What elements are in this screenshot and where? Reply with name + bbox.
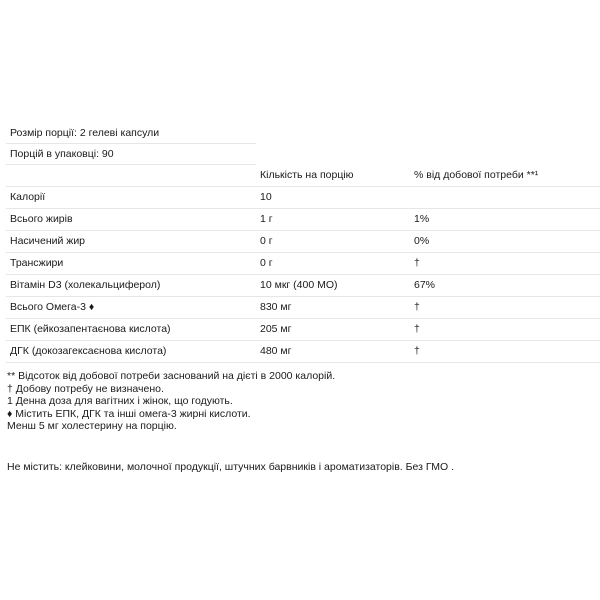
nutrient-name: ЕПК (ейкозапентаєнова кислота) — [6, 319, 256, 341]
nutrient-name: Вітамін D3 (холекальциферол) — [6, 275, 256, 297]
nutrient-name: Всього Омега-3 ♦ — [6, 297, 256, 319]
footnote-omega3-contents: ♦ Містить ЕПК, ДГК та інші омега-3 жирні кислоти. — [7, 407, 251, 420]
table-row — [6, 297, 600, 319]
nutrition-table — [6, 165, 600, 363]
nutrient-daily-value — [410, 187, 600, 209]
nutrient-amount: 0 г — [256, 253, 410, 275]
nutrient-name: Всього жирів — [6, 209, 256, 231]
table-row — [6, 319, 600, 341]
nutrient-daily-value: † — [410, 341, 600, 363]
nutrient-daily-value: † — [410, 253, 600, 275]
nutrient-amount: 0 г — [256, 231, 410, 253]
nutrient-amount: 205 мг — [256, 319, 410, 341]
footnote-daily-value-basis: ** Відсоток від добової потреби заснований на дієті в 2000 калорій. — [7, 370, 336, 382]
nutrient-amount: 830 мг — [256, 297, 410, 319]
footnotes — [6, 370, 594, 433]
table-row — [6, 231, 600, 253]
nutrient-amount: 10 — [256, 187, 410, 209]
nutrient-name: Трансжири — [6, 253, 256, 275]
footnote-cholesterol: Менш 5 мг холестерину на порцію. — [7, 420, 177, 432]
footnote-pregnant-dose: 1 Денна доза для вагітних і жінок, що годують. — [7, 395, 233, 407]
column-header-nutrient — [6, 165, 256, 187]
nutrient-amount: 480 мг — [256, 341, 410, 363]
nutrient-daily-value: † — [410, 297, 600, 319]
footnote-not-established: † Добову потребу не визначено. — [7, 382, 164, 395]
serving-size: Розмір порції: 2 гелеві капсули — [6, 123, 256, 144]
column-header-daily-value: % від добової потреби **¹ — [410, 165, 600, 187]
free-from-statement: Не містить: клейковини, молочної продукції, штучних барвників і ароматизаторів. Без ГМО . — [7, 461, 455, 473]
nutrient-name: Калорії — [6, 187, 256, 209]
servings-per-container: Порцій в упаковці: 90 — [6, 144, 256, 165]
nutrient-name: Насичений жир — [6, 231, 256, 253]
supplement-facts-panel — [6, 123, 594, 433]
table-header-row — [6, 165, 600, 187]
table-row — [6, 209, 600, 231]
nutrient-daily-value: 0% — [410, 231, 600, 253]
column-header-amount: Кількість на порцію — [256, 165, 410, 187]
nutrient-amount: 10 мкг (400 МО) — [256, 275, 410, 297]
nutrient-name: ДГК (докозагексаєнова кислота) — [6, 341, 256, 363]
nutrient-daily-value: † — [410, 319, 600, 341]
nutrient-daily-value: 1% — [410, 209, 600, 231]
nutrient-daily-value: 67% — [410, 275, 600, 297]
table-row — [6, 253, 600, 275]
nutrient-amount: 1 г — [256, 209, 410, 231]
table-row — [6, 341, 600, 363]
table-row — [6, 275, 600, 297]
table-row — [6, 187, 600, 209]
